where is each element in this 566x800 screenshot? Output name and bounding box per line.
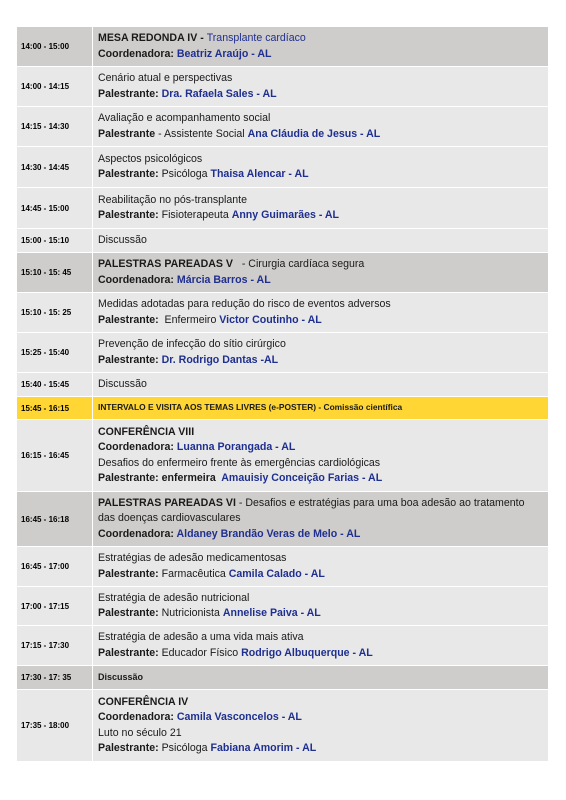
talk-row [17,188,549,229]
talk-title: Prevenção de infecção do sítio cirúrgico [98,338,286,350]
person-name: Victor Coutinho - AL [219,313,322,326]
talk-info [93,67,549,107]
time-cell: 15:10 - 15: 25 [17,293,93,333]
talk-row [17,587,549,626]
time-cell: 16:45 - 16:18 [17,492,93,547]
conference-row [17,690,549,762]
talk-row [17,547,549,587]
time-cell: 17:15 - 17:30 [17,626,93,666]
time-cell: 16:45 - 17:00 [17,547,93,587]
session-topic: - Desafios e estratégias para uma boa adesão ao tratamento das doenças cardiovasculares [98,496,525,525]
talk-title: Estratégias de adesão medicamentosas [98,552,287,564]
talk-title: Desafios do enfermeiro frente às emergências cardiológicas [98,456,381,469]
talk-title: Medidas adotadas para redução do risco de eventos adversos [98,298,391,310]
discussion-row [17,373,549,397]
person-name: Anny Guimarães - AL [231,209,340,221]
role-label: Palestrante: [98,567,159,580]
conference-info [93,420,549,492]
talk-title: Aspectos psicológicos [98,152,203,165]
conference-title: CONFERÊNCIA IV [98,695,189,708]
person-name: Amauisiy Conceição Farias - AL [221,472,383,484]
talk-row [17,333,549,373]
time-cell: 17:00 - 17:15 [17,587,93,626]
profession: Psicóloga [158,742,211,754]
profession: Nutricionista [158,607,223,619]
role-label: Palestrante: [98,646,159,659]
role-label: Palestrante: enfermeira [98,472,222,484]
session-row [17,27,549,67]
role-label: Coordenadora: [98,527,177,540]
person-name: Dra. Rafaela Sales - AL [161,87,277,100]
role-label: Palestrante: [98,209,159,221]
talk-info [93,107,549,147]
talk-info [93,333,549,373]
profession: - Assistente Social [155,127,248,140]
session-topic: Transplante cardíaco [206,32,306,44]
time-cell: 15:40 - 15:45 [17,373,93,397]
time-cell: 15:45 - 16:15 [17,397,93,420]
role-label: Palestrante [98,127,156,140]
role-label: Palestrante: [98,607,159,619]
session-title: MESA REDONDA IV - [98,32,207,44]
time-cell: 15:00 - 15:10 [17,229,93,253]
role-label: Coordenadora: [98,273,177,286]
session-info [93,27,549,67]
session-title: PALESTRAS PAREADAS VI [98,496,236,509]
time-cell: 14:00 - 15:00 [17,27,93,67]
role-label: Palestrante: [98,87,162,100]
role-label: Coordenadora: [98,441,177,453]
talk-row [17,293,549,333]
talk-info [93,188,549,229]
session-info [93,492,549,547]
conference-title: CONFERÊNCIA VIII [98,425,195,438]
profession: Farmacêutica [158,567,229,580]
session-row [17,492,549,547]
profession: Fisioterapeuta [158,209,232,221]
person-name: Rodrigo Albuquerque - AL [241,646,373,659]
time-cell: 14:30 - 14:45 [17,147,93,188]
discussion-label: Discussão [93,666,549,690]
time-cell: 17:30 - 17: 35 [17,666,93,690]
time-cell: 17:35 - 18:00 [17,690,93,762]
time-cell: 14:00 - 14:15 [17,67,93,107]
profession: Psicóloga [158,168,211,180]
talk-info [93,293,549,333]
person-name: Camila Vasconcelos - AL [176,711,302,723]
role-label: Coordenadora: [98,47,177,60]
person-name: Luanna Porangada - AL [176,441,296,453]
role-label: Coordenadora: [98,711,177,723]
talk-info [93,587,549,626]
person-name: Dr. Rodrigo Dantas -AL [161,353,279,366]
discussion-label: Discussão [93,373,549,397]
discussion-label: Discussão [93,229,549,253]
profession: Enfermeiro [158,313,220,326]
talk-title: Estratégia de adesão nutricional [98,591,250,604]
profession: Educador Físico [158,646,242,659]
discussion-row [17,229,549,253]
role-label: Palestrante: [98,742,159,754]
session-title: PALESTRAS PAREADAS V [98,258,233,270]
conference-info [93,690,549,762]
session-info [93,253,549,293]
role-label: Palestrante: [98,313,159,326]
person-name: Camila Calado - AL [228,567,325,580]
talk-title: Cenário atual e perspectivas [98,72,233,84]
person-name: Fabiana Amorim - AL [210,742,317,754]
person-name: Thaisa Alencar - AL [210,168,309,180]
talk-row [17,147,549,188]
talk-row [17,626,549,666]
conference-row [17,420,549,492]
break-label: INTERVALO E VISITA AOS TEMAS LIVRES (e-POSTER) - Comissão científica [93,397,549,420]
session-topic: - Cirurgia cardíaca segura [233,258,365,270]
talk-info [93,626,549,666]
person-name: Márcia Barros - AL [176,273,271,286]
discussion-row [17,666,549,690]
talk-title: Luto no século 21 [98,726,182,739]
session-row [17,253,549,293]
talk-title: Avaliação e acompanhamento social [98,112,271,124]
time-cell: 14:45 - 15:00 [17,188,93,229]
talk-row [17,107,549,147]
role-label: Palestrante: [98,168,159,180]
person-name: Aldaney Brandão Veras de Melo - AL [176,527,361,540]
person-name: Beatriz Araújo - AL [176,47,272,60]
time-cell: 15:10 - 15: 45 [17,253,93,293]
schedule-table [16,26,549,762]
talk-title: Reabilitação no pós-transplante [98,193,247,206]
time-cell: 14:15 - 14:30 [17,107,93,147]
person-name: Annelise Paiva - AL [222,607,321,619]
talk-info [93,147,549,188]
talk-title: Estratégia de adesão a uma vida mais ativa [98,631,304,643]
role-label: Palestrante: [98,353,162,366]
person-name: Ana Cláudia de Jesus - AL [247,127,381,140]
time-cell: 15:25 - 15:40 [17,333,93,373]
break-row [17,397,549,420]
talk-row [17,67,549,107]
time-cell: 16:15 - 16:45 [17,420,93,492]
talk-info [93,547,549,587]
